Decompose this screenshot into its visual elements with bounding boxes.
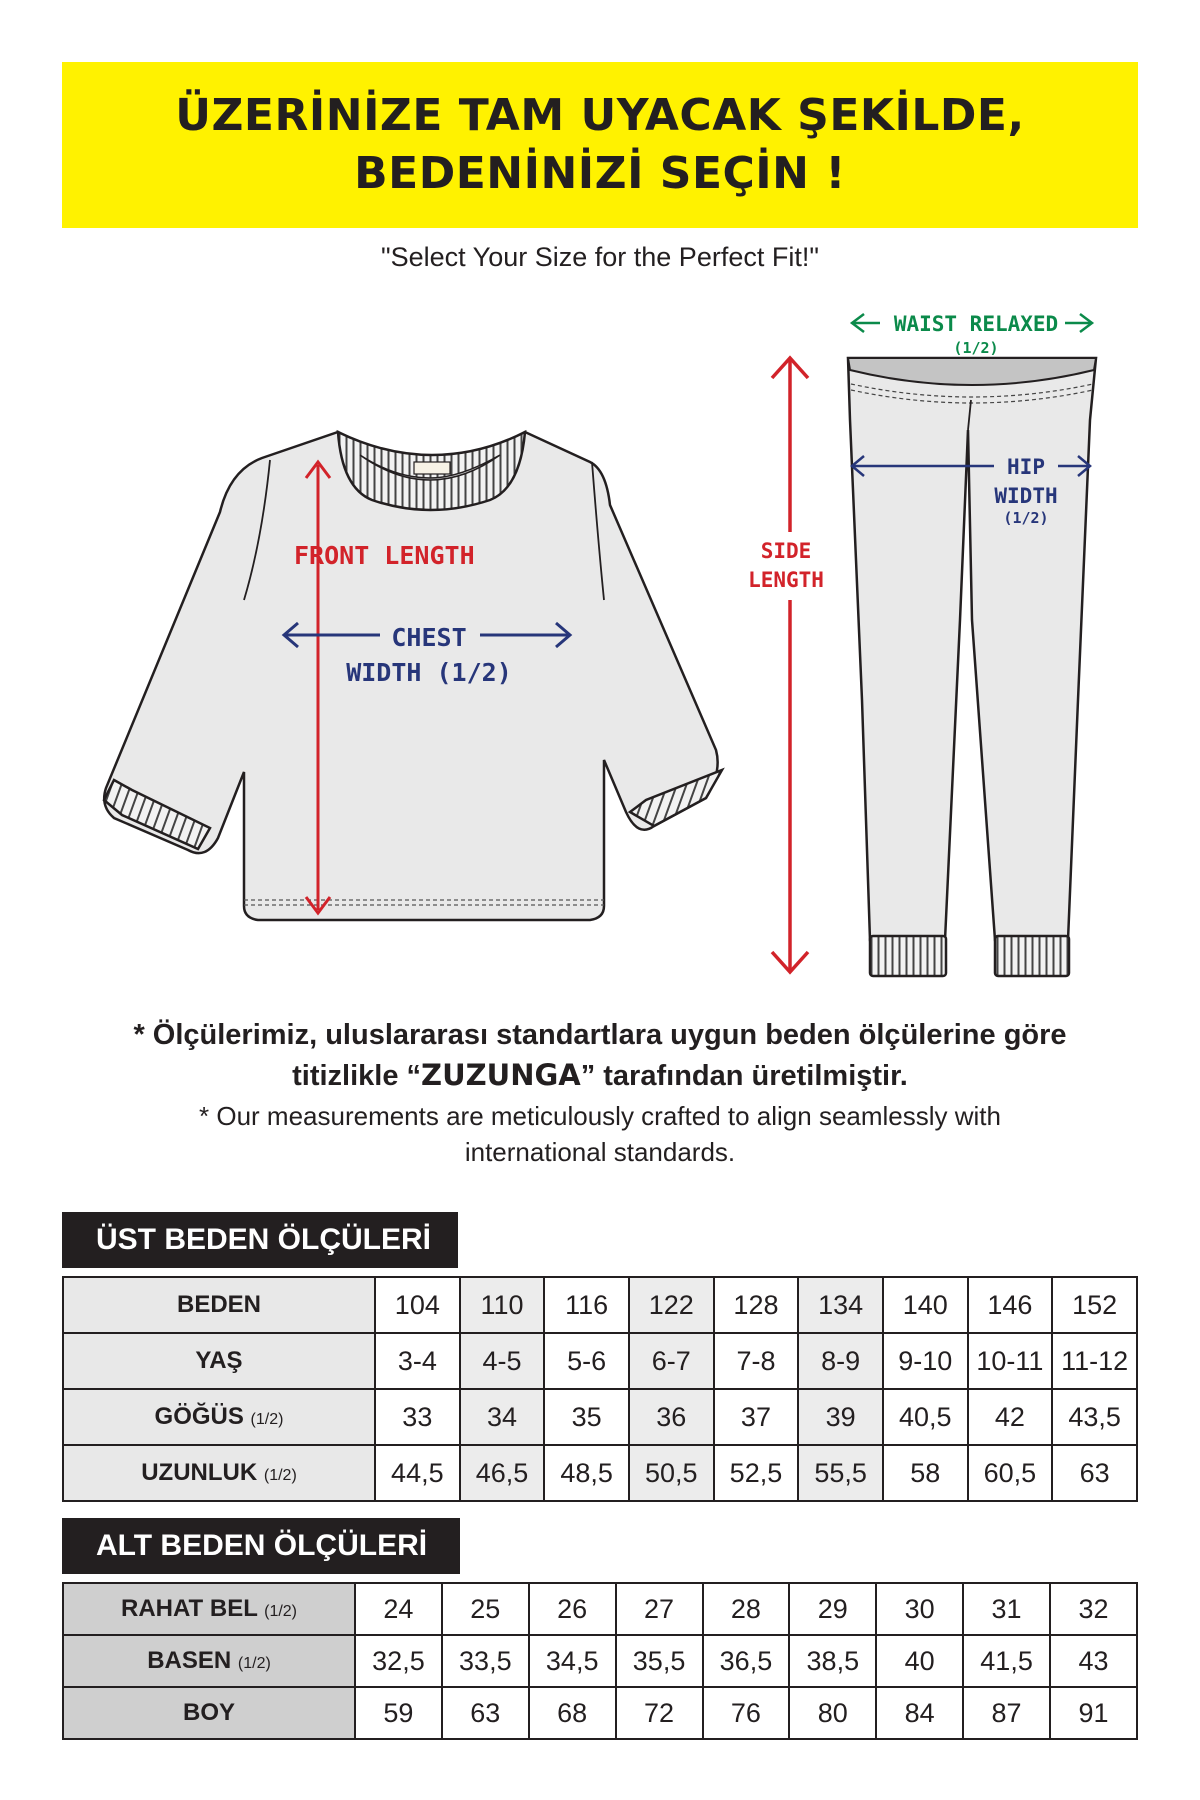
table-cell: 122: [629, 1277, 714, 1333]
table-cell: 40,5: [883, 1389, 968, 1445]
table-cell: 27: [616, 1583, 703, 1635]
table-cell: 30: [876, 1583, 963, 1635]
chest-label: CHEST: [391, 623, 467, 652]
lower-size-title: ALT BEDEN ÖLÇÜLERİ: [62, 1518, 460, 1574]
table-cell: 37: [714, 1389, 799, 1445]
table-cell: 36,5: [703, 1635, 790, 1687]
table-cell: 60,5: [968, 1445, 1053, 1501]
row-label: [63, 1687, 355, 1739]
half-note: (1/2): [250, 1411, 284, 1428]
row-label: [63, 1635, 355, 1687]
table-cell: 48,5: [544, 1445, 629, 1501]
table-cell: 91: [1050, 1687, 1137, 1739]
table-cell: 43,5: [1052, 1389, 1137, 1445]
table-row: [63, 1445, 1137, 1501]
side-length-label: LENGTH: [748, 568, 824, 592]
table-cell: 33,5: [442, 1635, 529, 1687]
table-row: [63, 1389, 1137, 1445]
table-cell: 34: [460, 1389, 545, 1445]
front-length-label: FRONT LENGTH: [294, 541, 475, 570]
table-cell: 128: [714, 1277, 799, 1333]
table-cell: 134: [798, 1277, 883, 1333]
table-cell: 8-9: [798, 1333, 883, 1389]
table-cell: 41,5: [963, 1635, 1050, 1687]
banner-line-1: ÜZERİNİZE TAM UYACAK ŞEKİLDE,: [175, 90, 1025, 141]
table-cell: 28: [703, 1583, 790, 1635]
table-cell: 40: [876, 1635, 963, 1687]
table-row: [63, 1635, 1137, 1687]
table-cell: 46,5: [460, 1445, 545, 1501]
table-cell: 52,5: [714, 1445, 799, 1501]
brand-name: ZUZUNGA: [421, 1058, 581, 1092]
note-tr-post: ” tarafından üretilmiştir.: [580, 1060, 908, 1092]
table-cell: 87: [963, 1687, 1050, 1739]
pants-drawing: [848, 358, 1096, 976]
table-cell: 43: [1050, 1635, 1137, 1687]
table-cell: 58: [883, 1445, 968, 1501]
table-cell: 39: [798, 1389, 883, 1445]
table-cell: 63: [442, 1687, 529, 1739]
side-label: SIDE: [760, 539, 812, 563]
table-cell: 116: [544, 1277, 629, 1333]
table-cell: 80: [789, 1687, 876, 1739]
table-cell: 7-8: [714, 1333, 799, 1389]
table-cell: 31: [963, 1583, 1050, 1635]
hip-half-label: (1/2): [1003, 509, 1049, 527]
table-row: [63, 1687, 1137, 1739]
row-label: [63, 1583, 355, 1635]
table-cell: 72: [616, 1687, 703, 1739]
subtitle: "Select Your Size for the Perfect Fit!": [381, 242, 819, 272]
note-tr-line-1: * Ölçülerimiz, uluslararası standartlara uygun beden ölçülerine göre: [133, 1019, 1067, 1051]
measurement-notes: [0, 1015, 1200, 1170]
table-cell: 76: [703, 1687, 790, 1739]
chest-width-label: WIDTH (1/2): [346, 658, 512, 687]
row-label: [63, 1333, 375, 1389]
row-label: [63, 1445, 375, 1501]
row-label-text: BEDEN: [176, 1291, 261, 1318]
table-cell: 32: [1050, 1583, 1137, 1635]
note-en-line-2: international standards.: [464, 1137, 736, 1167]
table-cell: 24: [355, 1583, 442, 1635]
table-cell: 10-11: [968, 1333, 1053, 1389]
upper-size-table: [62, 1276, 1138, 1502]
table-cell: 68: [529, 1687, 616, 1739]
table-row: [63, 1277, 1137, 1333]
half-note: (1/2): [237, 1655, 271, 1672]
table-cell: 11-12: [1052, 1333, 1137, 1389]
table-cell: 50,5: [629, 1445, 714, 1501]
table-cell: 84: [876, 1687, 963, 1739]
table-cell: 29: [789, 1583, 876, 1635]
table-cell: 6-7: [629, 1333, 714, 1389]
table-cell: 104: [375, 1277, 460, 1333]
row-label-text: YAŞ: [195, 1347, 243, 1374]
waist-label: WAIST RELAXED: [893, 312, 1059, 336]
table-cell: 63: [1052, 1445, 1137, 1501]
table-cell: 59: [355, 1687, 442, 1739]
table-cell: 9-10: [883, 1333, 968, 1389]
table-cell: 140: [883, 1277, 968, 1333]
hip-label: HIP: [1007, 455, 1045, 479]
row-label-text: BASEN: [147, 1647, 232, 1674]
table-cell: 32,5: [355, 1635, 442, 1687]
table-cell: 3-4: [375, 1333, 460, 1389]
row-label-text: UZUNLUK: [141, 1459, 258, 1486]
half-note: (1/2): [264, 1603, 298, 1620]
table-cell: 34,5: [529, 1635, 616, 1687]
note-tr-line-2: [0, 1055, 1200, 1096]
table-cell: 4-5: [460, 1333, 545, 1389]
row-label-text: BOY: [182, 1699, 235, 1726]
table-cell: 33: [375, 1389, 460, 1445]
table-row: [63, 1583, 1137, 1635]
table-cell: 25: [442, 1583, 529, 1635]
table-cell: 44,5: [375, 1445, 460, 1501]
half-note: (1/2): [263, 1467, 297, 1484]
banner-line-2: BEDENİNİZİ SEÇİN !: [354, 148, 846, 199]
side-length-arrow: [772, 358, 808, 972]
row-label: [63, 1389, 375, 1445]
table-cell: 35: [544, 1389, 629, 1445]
hip-width-label: WIDTH: [994, 484, 1058, 508]
table-cell: 42: [968, 1389, 1053, 1445]
row-label: [63, 1277, 375, 1333]
note-tr-pre: titizlikle “: [292, 1060, 422, 1092]
table-cell: 152: [1052, 1277, 1137, 1333]
row-label-text: GÖĞÜS: [154, 1403, 244, 1430]
note-en-line-1: * Our measurements are meticulously crafted to align seamlessly with: [199, 1101, 1001, 1131]
table-cell: 26: [529, 1583, 616, 1635]
garment-illustration: [0, 290, 1200, 990]
table-cell: 110: [460, 1277, 545, 1333]
header-banner: [62, 62, 1138, 228]
upper-size-title: ÜST BEDEN ÖLÇÜLERİ: [62, 1212, 458, 1268]
table-cell: 146: [968, 1277, 1053, 1333]
row-label-text: RAHAT BEL: [120, 1595, 258, 1622]
table-row: [63, 1333, 1137, 1389]
table-cell: 38,5: [789, 1635, 876, 1687]
table-cell: 36: [629, 1389, 714, 1445]
table-cell: 5-6: [544, 1333, 629, 1389]
waist-half-label: (1/2): [953, 339, 999, 357]
lower-size-table: [62, 1582, 1138, 1740]
table-cell: 55,5: [798, 1445, 883, 1501]
table-cell: 35,5: [616, 1635, 703, 1687]
